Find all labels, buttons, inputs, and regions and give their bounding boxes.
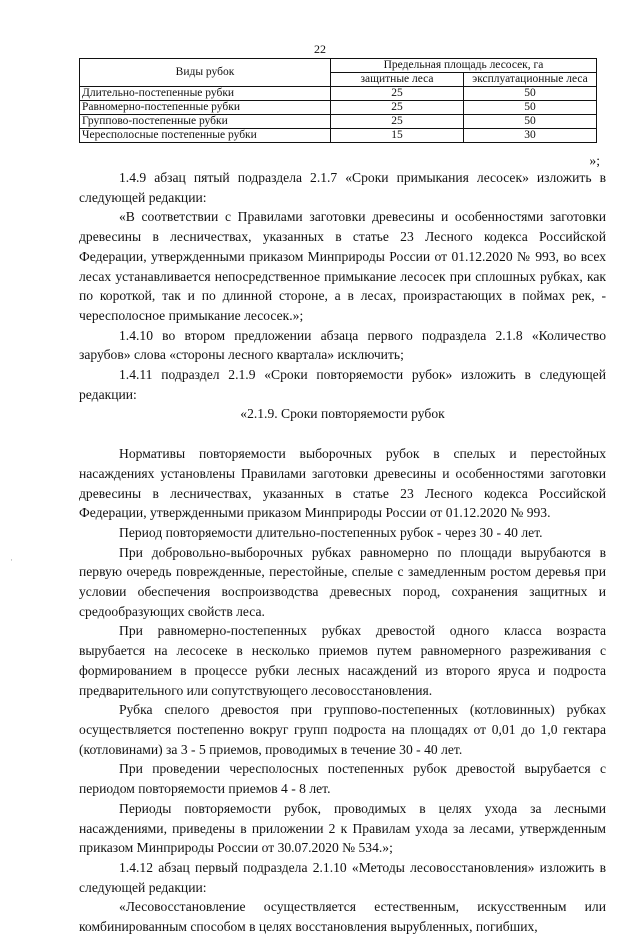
paragraph: При равномерно-постепенных рубках древостой одного класса возраста вырубается на лесосеке в несколько приемов путем равномерного разреживания с формированием в процессе рубки лесных насаждений из второго яруса и подроста предварительного или сопутствующего лесовосстановления. bbox=[79, 623, 606, 698]
header-exploitation-forests: эксплуатационные леса bbox=[464, 73, 597, 87]
page-number: 22 bbox=[314, 42, 326, 56]
table-row bbox=[80, 115, 597, 129]
table-header-row bbox=[80, 59, 597, 73]
closing-quote: »; bbox=[589, 153, 600, 168]
paragraph-1-4-12: 1.4.12 абзац первый подраздела 2.1.10 «Методы лесовосстановления» изложить в следующей редакции: bbox=[79, 859, 606, 895]
quoted-paragraph: «В соответствии с Правилами заготовки древесины и особенностями заготовки древесины в лесничествах, указанных в статье 23 Лесного кодекса Российской Федерации, утвержденными приказом Минприроды России от 01.12.2020 № 993, во всех лесах устанавливается непосредственное примыкание лесосек при сплошных рубках, как по короткой, так и по длинной стороне, а в лесах, произрастающих в поймах рек, - чересполосное примыкание лесосек.»; bbox=[79, 209, 606, 323]
row-value-protective: 25 bbox=[331, 101, 464, 115]
row-value-exploitation: 50 bbox=[464, 115, 597, 129]
table-row bbox=[80, 129, 597, 143]
cutting-types-table bbox=[79, 58, 597, 143]
row-value-exploitation: 30 bbox=[464, 129, 597, 143]
row-value-protective: 15 bbox=[331, 129, 464, 143]
paragraph-1-4-9: 1.4.9 абзац пятый подраздела 2.1.7 «Сроки примыкания лесосек» изложить в следующей редакции: bbox=[79, 170, 606, 205]
paragraph: Рубка спелого древостоя при группово-постепенных (котловинных) рубках осуществляется постепенно вокруг групп подроста на площадях от 0,01 до 1,0 гектара (котловинами) за 3 - 5 приемов, проводимых в течение 30 - 40 лет. bbox=[79, 702, 606, 757]
section-heading: «2.1.9. Сроки повторяемости рубок bbox=[240, 406, 445, 422]
paragraph-1-4-10: 1.4.10 во втором предложении абзаца первого подраздела 2.1.8 «Количество зарубов» слова «стороны лесного квартала» исключить; bbox=[79, 327, 606, 363]
paragraph: «Лесовосстановление осуществляется естественным, искусственным или комбинированным способом в целях восстановления вырубленных, погибших, bbox=[79, 899, 606, 935]
paragraph: Периоды повторяемости рубок, проводимых в целях ухода за лесными насаждениями, приведены в приложении 2 к Правилам ухода за лесами, утвержденным приказом Минприроды России от 30.07.2020 № 534.»; bbox=[79, 800, 606, 856]
row-name: Чересполосные постепенные рубки bbox=[80, 129, 331, 143]
paragraph-1-4-11: 1.4.11 подраздел 2.1.9 «Сроки повторяемости рубок» изложить в следующей редакции: bbox=[79, 367, 606, 402]
row-value-exploitation: 50 bbox=[464, 87, 597, 101]
table-row bbox=[80, 87, 597, 101]
header-cutting-types: Виды рубок bbox=[80, 59, 331, 87]
row-value-exploitation: 50 bbox=[464, 101, 597, 115]
paragraph: При добровольно-выборочных рубках равномерно по площади вырубаются в первую очередь поврежденные, перестойные, спелые с замедленным ростом деревья при условии обеспечения воспроизводства древесных пород, сохранения защитных и средообразующих свойств леса. bbox=[79, 544, 606, 619]
header-max-area: Предельная площадь лесосек, га bbox=[331, 59, 597, 73]
row-value-protective: 25 bbox=[331, 87, 464, 101]
row-name: Равномерно-постепенные рубки bbox=[80, 101, 331, 115]
row-value-protective: 25 bbox=[331, 115, 464, 129]
row-name: Длительно-постепенные рубки bbox=[80, 87, 331, 101]
paragraph: Период повторяемости длительно-постепенных рубок - через 30 - 40 лет. bbox=[119, 524, 543, 540]
spacer bbox=[79, 424, 606, 444]
row-name: Группово-постепенные рубки bbox=[80, 115, 331, 129]
body-text bbox=[79, 168, 606, 937]
paragraph: При проведении чересполосных постепенных рубок древостой вырубается с периодом повторяемости приемов 4 - 8 лет. bbox=[79, 761, 606, 797]
paragraph: Нормативы повторяемости выборочных рубок в спелых и перестойных насаждениях установлены Правилами заготовки древесины и особенностями заготовки древесины в лесничествах, указанных в статье 23 Лесного кодекса Российской Федерации, утвержденными приказом Минприроды России от 01.12.2020 № 993. bbox=[79, 446, 606, 521]
margin-mark: · bbox=[10, 555, 13, 565]
header-protective-forests: защитные леса bbox=[331, 73, 464, 87]
table-row bbox=[80, 101, 597, 115]
